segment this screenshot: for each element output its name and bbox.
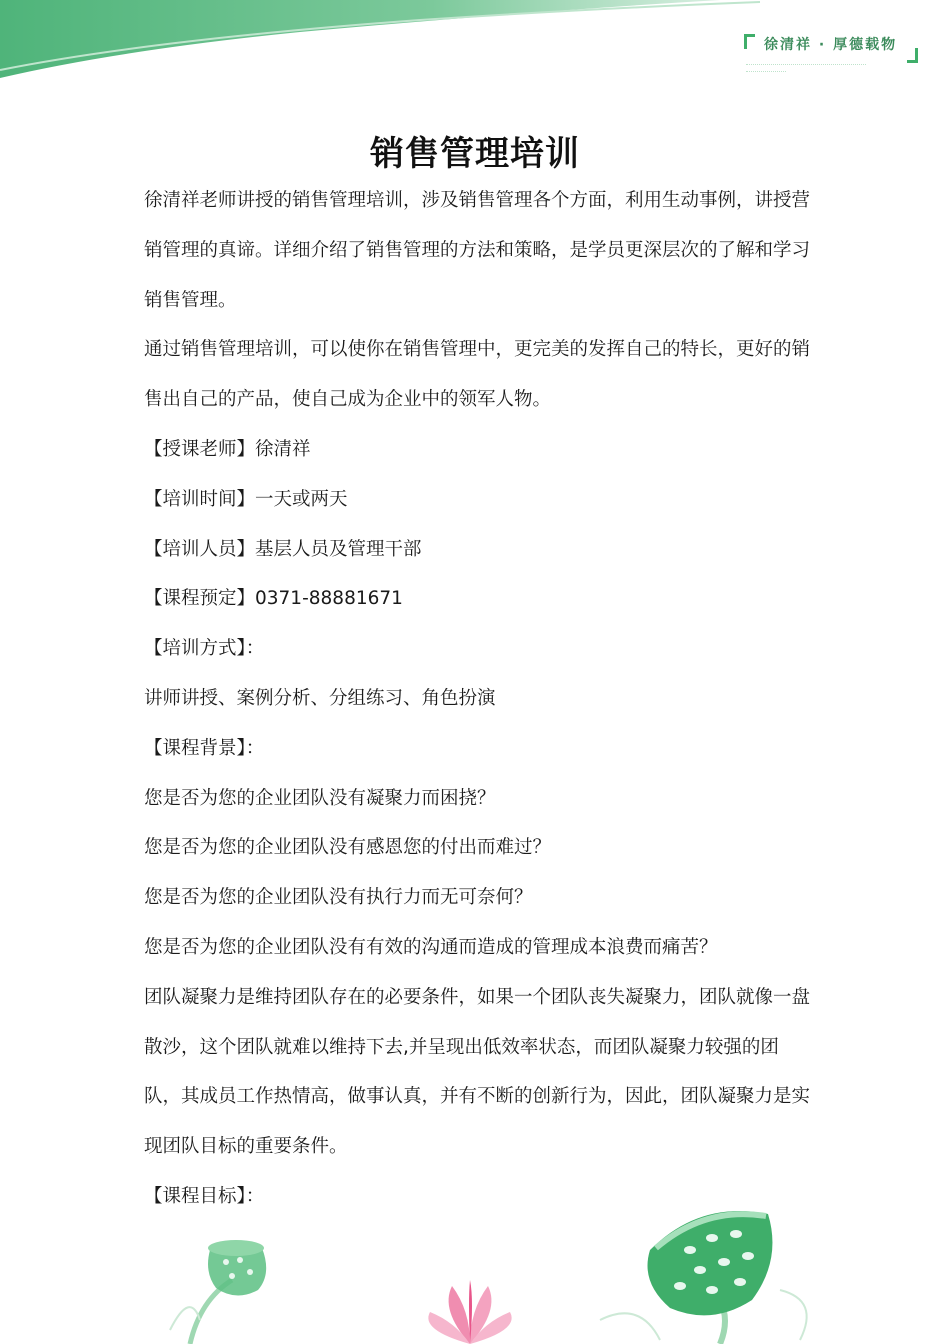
paragraph: 讲师讲授、案例分析、分组练习、角色扮演 — [144, 687, 496, 709]
document-body — [144, 176, 810, 1222]
paragraph: 【课程背景】： — [144, 737, 265, 759]
paragraph: 团队凝聚力是维持团队存在的必要条件，如果一个团队丧失凝聚力，团队就像一盘散沙，这个团队就难以维持下去,并呈现出低效率状态，而团队凝聚力较强的团队，其成员工作热情高，做事认真，并有不断的创新行为，因此，团队凝聚力是实现团队目标的重要条件。 — [144, 986, 811, 1158]
bracket-left-icon — [744, 34, 755, 49]
lotus-decoration — [0, 1190, 950, 1344]
paragraph: 您是否为您的企业团队没有凝聚力而困挠？ — [144, 787, 496, 809]
paragraph: 通过销售管理培训，可以使你在销售管理中，更完美的发挥自己的特长，更好的销售出自己的产品，使自己成为企业中的领军人物。 — [144, 339, 811, 411]
bracket-right-icon — [907, 48, 918, 63]
paragraph: 您是否为您的企业团队没有感恩您的付出而难过？ — [144, 837, 552, 859]
paragraph: 【授课老师】徐清祥 — [144, 438, 311, 460]
paragraph: 【课程预定】0371-88881671 — [144, 588, 403, 610]
paragraph: 【课程目标】： — [144, 1185, 265, 1207]
lotus-flower-icon — [428, 1280, 511, 1344]
paragraph: 徐清祥老师讲授的销售管理培训，涉及销售管理各个方面，利用生动事例，讲授营销管理的真谛。详细介绍了销售管理的方法和策略，是学员更深层次的了解和学习销售管理。 — [144, 190, 811, 311]
brand-logo — [744, 30, 920, 80]
brand-fine-print-2 — [746, 71, 786, 74]
lotus-pod-right-icon — [600, 1211, 807, 1344]
paragraph: 您是否为您的企业团队没有有效的沟通而造成的管理成本浪费而痛苦？ — [144, 936, 718, 958]
lotus-pod-left-icon — [170, 1240, 266, 1344]
paragraph: 您是否为您的企业团队没有执行力而无可奈何？ — [144, 887, 533, 909]
paragraph: 【培训人员】基层人员及管理干部 — [144, 538, 422, 560]
brand-fine-print — [746, 64, 866, 67]
paragraph: 【培训时间】一天或两天 — [144, 488, 348, 510]
document-title: 销售管理培训 — [370, 134, 580, 174]
paragraph: 【培训方式】： — [144, 638, 265, 660]
brand-text: 徐清祥 · 厚德载物 — [764, 37, 898, 53]
